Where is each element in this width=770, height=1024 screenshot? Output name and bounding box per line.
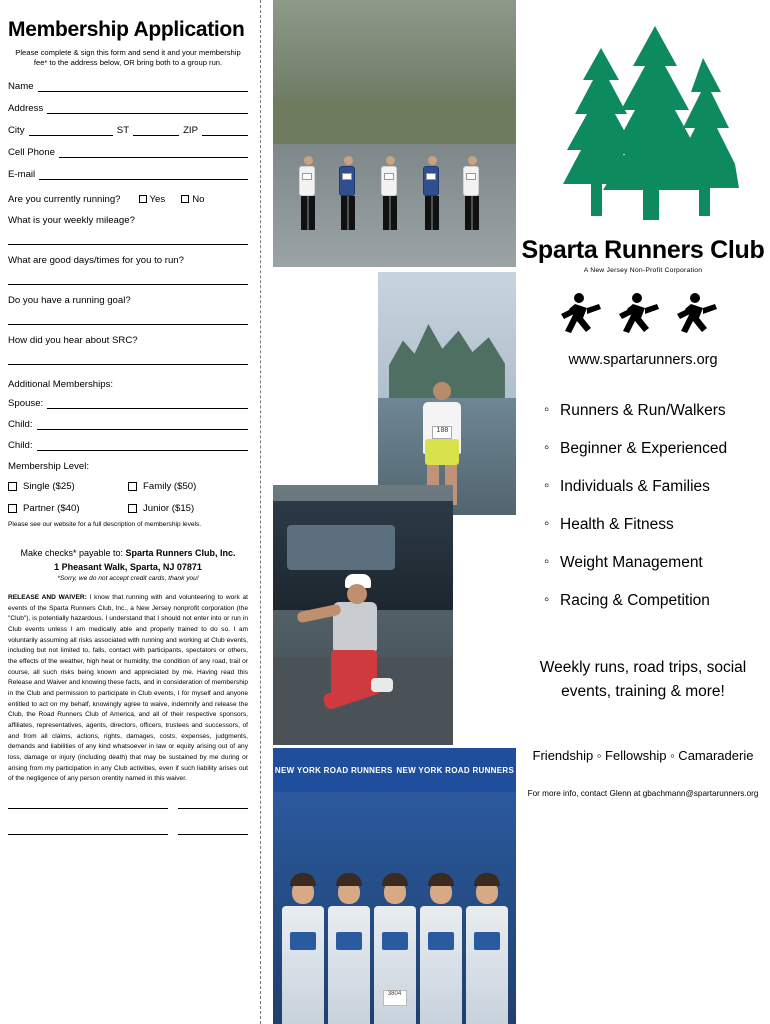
currently-running-row (8, 194, 248, 205)
club-subtitle: A New Jersey Non-Profit Corporation (583, 267, 703, 274)
child-1-row[interactable] (8, 419, 248, 430)
cell-phone-field-row[interactable] (8, 147, 248, 158)
three-runners-icon (553, 290, 733, 342)
hear-about-src-input[interactable] (8, 349, 248, 365)
running-goal-block (8, 295, 248, 325)
city-label: City (8, 124, 25, 136)
date-line-2[interactable] (178, 825, 248, 835)
email-input[interactable] (39, 169, 248, 180)
city-state-zip-row[interactable] (8, 125, 248, 136)
contact-info: For more info, contact Glenn at gbachmann@spartarunners.org (527, 789, 759, 799)
good-days-block (8, 255, 248, 285)
list-item: ◦ Beginner & Experienced (544, 440, 770, 458)
membership-application-panel (0, 0, 258, 1024)
level-option-partner[interactable] (8, 503, 128, 514)
family-checkbox[interactable] (128, 482, 137, 491)
child-1-input[interactable] (37, 419, 248, 430)
hear-about-src-block (8, 335, 248, 365)
hear-about-src-label: How did you hear about SRC? (8, 334, 138, 346)
name-label: Name (8, 80, 34, 92)
waiver-body: I know that running with and volunteering to work at events of the Sparta Runners Club, Inc., a New Jersey nonprofit corporation (the "Club"), is potentially hazardous. I understand that I should not enter into or run in Club events unless I am medically able and properly trained to do so. I am voluntarily assuming all risks associated with running and working at Club events, including but not limited to, falls, contact with participants, spectators or others, the effects of the weather, high heat or humidity, the condition of any road, trail or course, all such risks being known and appreciated by me. Having read this Release and Waiver and knowing these facts, and in consideration of membership in the Club and permission to participate in Club events, I for myself and anyone entitled to act on my behalf, knowingly agree to waive, indemnify and release the Club, the Road Runners Club of America, and all of their respective sponsors, affiliates, representatives, agents, directors, officers, trustees and successors, of and from all claims, actions, rights, damages, costs, expenses, judgments, demands and liabilities of any kind whatsoever in law or equity arising out of any loss, damage or injury (including death) that may be sustained by me during or arising from my participation in any Club activities, even if such liability arises out of the negligence of any person orentity named in this waiver. (8, 593, 248, 783)
no-checkbox[interactable] (181, 195, 189, 203)
list-item: ◦ Weight Management (544, 554, 770, 572)
good-days-label: What are good days/times for you to run? (8, 254, 184, 266)
form-instructions: Please complete & sign this form and send it and your membership fee* to the address below, OR bring both to a group run. (15, 48, 241, 68)
running-goal-input[interactable] (8, 309, 248, 325)
address-field-row[interactable] (8, 103, 248, 114)
level-option-single[interactable] (8, 481, 128, 492)
weekly-activities-text: Weekly runs, road trips, social events, training & more! (539, 659, 747, 701)
no-option[interactable] (181, 194, 204, 205)
family-label: Family ($50) (143, 480, 197, 492)
level-option-junior[interactable] (128, 503, 248, 514)
level-option-family[interactable] (128, 481, 248, 492)
checks-note: *Sorry, we do not accept credit cards, thank you! (57, 575, 199, 583)
state-label: ST (116, 124, 130, 136)
address-input[interactable] (47, 103, 248, 114)
address-label: Address (8, 102, 44, 114)
child-2-label: Child: (8, 439, 33, 451)
photo-runner-with-ship (378, 272, 516, 515)
zip-input[interactable] (202, 125, 248, 136)
child-2-input[interactable] (37, 440, 248, 451)
cell-phone-label: Cell Phone (8, 146, 55, 158)
yes-option[interactable] (139, 194, 166, 205)
benefits-list (544, 402, 770, 610)
photo-runner-stretching (273, 485, 453, 745)
junior-checkbox[interactable] (128, 504, 137, 513)
spouse-row[interactable] (8, 398, 248, 409)
date-line-1[interactable] (178, 799, 248, 809)
waiver-heading: RELEASE AND WAIVER: (8, 593, 87, 601)
finisher-bib-number: 3804 (383, 990, 407, 1006)
pine-trees-logo (543, 18, 743, 228)
release-and-waiver (8, 593, 248, 785)
levels-note: Please see our website for a full description of membership levels. (8, 520, 202, 528)
list-item: ◦ Health & Fitness (544, 516, 770, 534)
checks-payee: Sparta Runners Club, Inc. (125, 547, 236, 558)
list-item: ◦ Runners & Run/Walkers (544, 402, 770, 420)
checks-address: 1 Pheasant Walk, Sparta, NJ 07871 (54, 561, 202, 572)
spouse-label: Spouse: (8, 397, 44, 409)
signature-line-1[interactable] (8, 799, 168, 809)
child-1-label: Child: (8, 418, 33, 430)
page-title: Membership Application (8, 18, 245, 41)
good-days-input[interactable] (8, 269, 248, 285)
name-field-row[interactable] (8, 81, 248, 92)
single-checkbox[interactable] (8, 482, 17, 491)
child-2-row[interactable] (8, 440, 248, 451)
additional-memberships-label: Additional Memberships: (8, 378, 114, 390)
payment-instructions (8, 546, 248, 585)
partner-checkbox[interactable] (8, 504, 17, 513)
yes-checkbox[interactable] (139, 195, 147, 203)
signature-line-2[interactable] (8, 825, 168, 835)
yes-label: Yes (149, 193, 166, 205)
cell-phone-input[interactable] (59, 147, 248, 158)
website-url[interactable]: www.spartarunners.org (568, 352, 718, 368)
list-item: ◦ Individuals & Families (544, 478, 770, 496)
friendship-tagline: Friendship ◦ Fellowship ◦ Camaraderie (532, 748, 754, 764)
no-label: No (192, 193, 205, 205)
runner-bib-number: 188 (432, 426, 452, 439)
signature-area (8, 799, 248, 835)
name-input[interactable] (38, 81, 248, 92)
running-goal-label: Do you have a running goal? (8, 294, 131, 306)
photo-column (266, 0, 516, 1024)
weekly-mileage-input[interactable] (8, 229, 248, 245)
checks-payable-prefix: Make checks* payable to: (20, 547, 126, 558)
fold-divider (260, 0, 261, 1024)
email-label: E-mail (8, 168, 36, 180)
currently-running-label: Are you currently running? (8, 193, 121, 205)
list-item: ◦ Racing & Competition (544, 592, 770, 610)
photo-medal-finishers (273, 748, 516, 1024)
banner-text-1: NEW YORK ROAD RUNNERS (274, 765, 393, 775)
zip-label: ZIP (183, 124, 198, 136)
club-name: Sparta Runners Club (521, 236, 765, 264)
single-label: Single ($25) (23, 480, 75, 492)
partner-label: Partner ($40) (23, 502, 80, 514)
junior-label: Junior ($15) (143, 502, 195, 514)
state-input[interactable] (133, 125, 179, 136)
banner-text-2: NEW YORK ROAD RUNNERS (396, 765, 515, 775)
photo-group-of-runners (273, 0, 516, 267)
brand-panel (516, 0, 770, 1024)
email-field-row[interactable] (8, 169, 248, 180)
weekly-mileage-label: What is your weekly mileage? (8, 214, 135, 226)
membership-level-label: Membership Level: (8, 460, 90, 472)
spouse-input[interactable] (47, 398, 248, 409)
membership-level-options (8, 481, 248, 514)
weekly-mileage-block (8, 215, 248, 245)
city-input[interactable] (29, 125, 113, 136)
